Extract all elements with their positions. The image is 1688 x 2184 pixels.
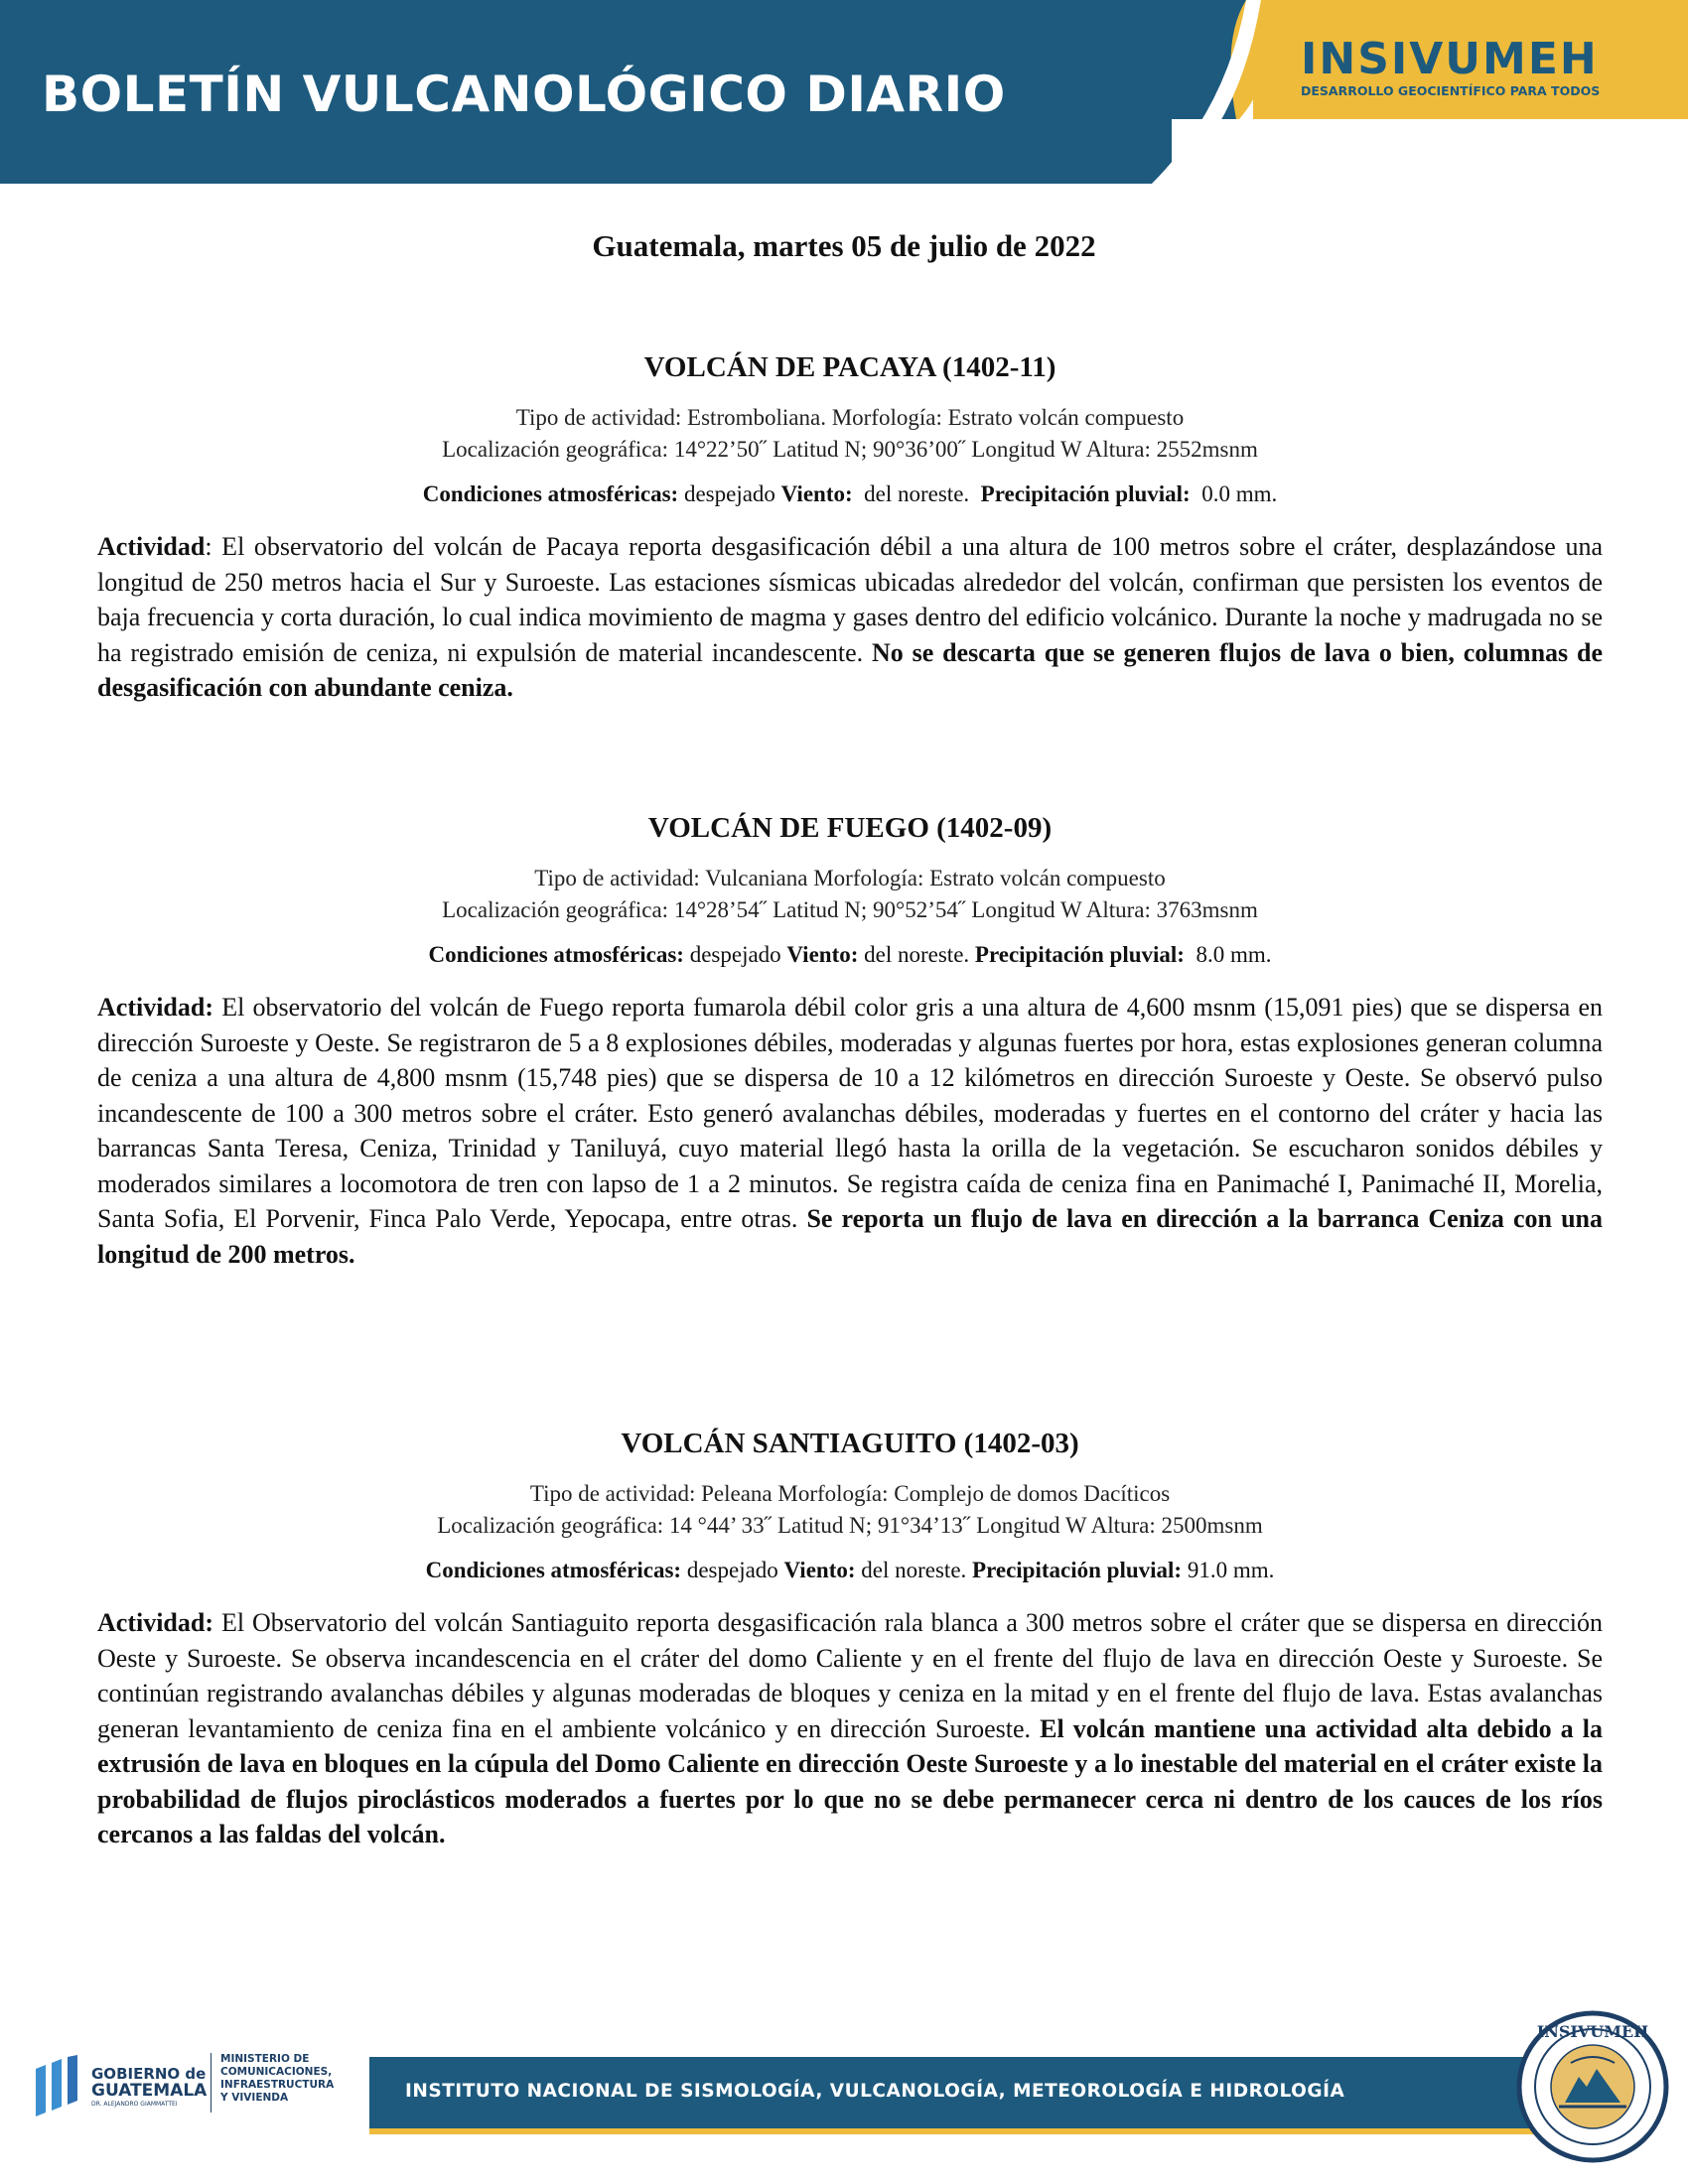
- location-line: Localización geográfica: 14°22’50˝ Latitud N; 90°36’00˝ Longitud W Altura: 2552msnm: [442, 437, 1258, 462]
- activity-paragraph: [97, 1605, 1603, 1852]
- rain-value: 0.0 mm.: [1190, 481, 1278, 506]
- wind-value: del noreste.: [852, 481, 981, 506]
- gov-logo-line1: GOBIERNO de: [91, 2065, 207, 2083]
- location-line: Localización geográfica: 14 °44’ 33˝ Latitud N; 91°34’13˝ Longitud W Altura: 2500msnm: [437, 1513, 1263, 1538]
- ministry-name: MINISTERIO DE COMUNICACIONES, INFRAESTRUCTURA Y VIVIENDA: [220, 2053, 335, 2104]
- bulletin-title: BOLETÍN VULCANOLÓGICO DIARIO: [42, 66, 1006, 123]
- activity-type-line: Tipo de actividad: Estromboliana. Morfología: Estrato volcán compuesto: [515, 405, 1185, 430]
- activity-label: Actividad:: [97, 993, 213, 1022]
- insivumeh-logo-name: INSIVUMEH: [1301, 34, 1599, 84]
- cond-label: Condiciones atmosféricas:: [428, 942, 684, 967]
- activity-label: Actividad:: [97, 1608, 213, 1637]
- gov-logo-line2: GUATEMALA: [91, 2081, 208, 2101]
- activity-warning: El volcán mantiene una actividad alta debido a la extrusión de lava en bloques en la cúpula del Domo Caliente en dirección Oeste Suroeste y a lo inestable del material en el cráter existe la probabilidad de flujos piroclásticos moderados a fuertes por lo que no se debe permanecer cerca ni dentro de los cauces de los ríos cercanos a las faldas del volcán.: [97, 1713, 1603, 1848]
- guatemala-flag-bars-icon: [34, 2055, 85, 2116]
- seal-text: INSIVUMEH: [1536, 2022, 1649, 2041]
- wind-label: Viento:: [783, 1558, 856, 1582]
- cond-value: despejado: [678, 481, 781, 506]
- institute-name: INSTITUTO NACIONAL DE SISMOLOGÍA, VULCANOLOGÍA, METEOROLOGÍA E HIDROLOGÍA: [405, 2081, 1345, 2102]
- wind-label: Viento:: [786, 942, 859, 967]
- atmospheric-conditions: [97, 1558, 1603, 1583]
- wind-value: del noreste.: [855, 1558, 973, 1582]
- activity-paragraph: [97, 529, 1603, 706]
- insivumeh-logo-tagline: DESARROLLO GEOCIENTÍFICO PARA TODOS: [1301, 83, 1601, 98]
- bulletin-date: Guatemala, martes 05 de julio de 2022: [592, 228, 1096, 263]
- rain-label: Precipitación pluvial:: [980, 481, 1191, 506]
- rain-label: Precipitación pluvial:: [974, 942, 1185, 967]
- volcano-section-fuego: [97, 812, 1603, 1272]
- location-line: Localización geográfica: 14°28’54˝ Latitud N; 90°52’54˝ Longitud W Altura: 3763msnm: [442, 897, 1258, 922]
- footer: [0, 2022, 1688, 2184]
- wind-value: del noreste.: [858, 942, 975, 967]
- activity-warning: No se descarta que se generen flujos de lava o bien, columnas de desgasificación con abundante ceniza.: [97, 637, 1603, 702]
- atmospheric-conditions: [97, 481, 1603, 507]
- activity-text: El Observatorio del volcán Santiaguito reporta desgasificación rala blanca a 300 metros sobre el cráter que se dispersa en dirección Oeste y Suroeste. Se observa incandescencia en el cráter del domo Caliente y en el frente del flujo de lava en dirección Oeste y Suroeste. Se continúan registrando avalanchas débiles y algunas moderadas de bloques y ceniza en la mitad y en el frente del flujo de lava. Estas avalanchas generan levantamiento de ceniza fina en el ambiente volcánico y en dirección Suroeste.: [97, 1608, 1603, 1743]
- volcano-title: VOLCÁN DE FUEGO (1402-09): [647, 812, 1053, 844]
- volcano-section-santiaguito: [97, 1428, 1603, 1852]
- activity-text: El observatorio del volcán de Fuego reporta fumarola débil color gris a una altura de 4,600 msnm (15,091 pies) que se dispersa en dirección Suroeste y Oeste. Se registraron de 5 a 8 explosiones débiles, moderadas y algunas fuertes por hora, estas explosiones generan columna de ceniza a una altura de 4,800 msnm (15,748 pies) que se dispersa de 10 a 12 kilómetros en dirección Suroeste y Oeste. Se observó pulso incandescente de 100 a 300 metros sobre el cráter. Esto generó avalanchas débiles, moderadas y fuertes en el contorno del cráter y hacia las barrancas Santa Teresa, Ceniza, Trinidad y Taniluyá, cuyo material llegó hasta la orilla de la vegetación. Se escucharon sonidos débiles y moderados similares a locomotora de tren con lapso de 1 a 2 minutos. Se registra caída de ceniza fina en Panimaché I, Panimaché II, Morelia, Santa Sofia, El Porvenir, Finca Palo Verde, Yepocapa, entre otras.: [97, 993, 1603, 1233]
- rain-value: 91.0 mm.: [1182, 1558, 1275, 1582]
- cond-label: Condiciones atmosféricas:: [422, 481, 679, 506]
- cond-value: despejado: [683, 942, 787, 967]
- gov-logo-line3: DR. ALEJANDRO GIAMMATTEI: [91, 2101, 178, 2108]
- activity-type-line: Tipo de actividad: Vulcaniana Morfología: Estrato volcán compuesto: [534, 866, 1166, 890]
- cond-label: Condiciones atmosféricas:: [425, 1558, 682, 1582]
- activity-paragraph: [97, 990, 1603, 1272]
- footer-accent-stripe: [369, 2128, 1549, 2134]
- header-banner: [0, 0, 1688, 184]
- activity-text: : El observatorio del volcán de Pacaya reporta desgasificación débil a una altura de 100 metros sobre el cráter, desplazándose una longitud de 250 metros hacia el Sur y Suroeste. Las estaciones sísmicas ubicadas alrededor del volcán, confirman que persisten los eventos de baja frecuencia y corta duración, lo cual indica movimiento de magma y gases dentro del edificio volcánico. Durante la noche y madrugada no se ha registrado emisión de ceniza, ni expulsión de material incandescente.: [97, 532, 1603, 667]
- activity-type-line: Tipo de actividad: Peleana Morfología: Complejo de domos Dacíticos: [529, 1481, 1171, 1506]
- wind-label: Viento:: [780, 481, 853, 506]
- volcano-title: VOLCÁN DE PACAYA (1402-11): [643, 351, 1056, 383]
- activity-warning: Se reporta un flujo de lava en dirección a la barranca Ceniza con una longitud de 200 metros.: [97, 1204, 1603, 1269]
- volcano-title: VOLCÁN SANTIAGUITO (1402-03): [621, 1428, 1079, 1459]
- rain-value: 8.0 mm.: [1184, 942, 1272, 967]
- rain-label: Precipitación pluvial:: [972, 1558, 1183, 1582]
- atmospheric-conditions: [97, 942, 1603, 968]
- activity-label: Actividad: [97, 532, 206, 561]
- cond-value: despejado: [681, 1558, 784, 1582]
- volcano-section-pacaya: [97, 351, 1603, 706]
- insivumeh-seal-icon: [1513, 2007, 1672, 2166]
